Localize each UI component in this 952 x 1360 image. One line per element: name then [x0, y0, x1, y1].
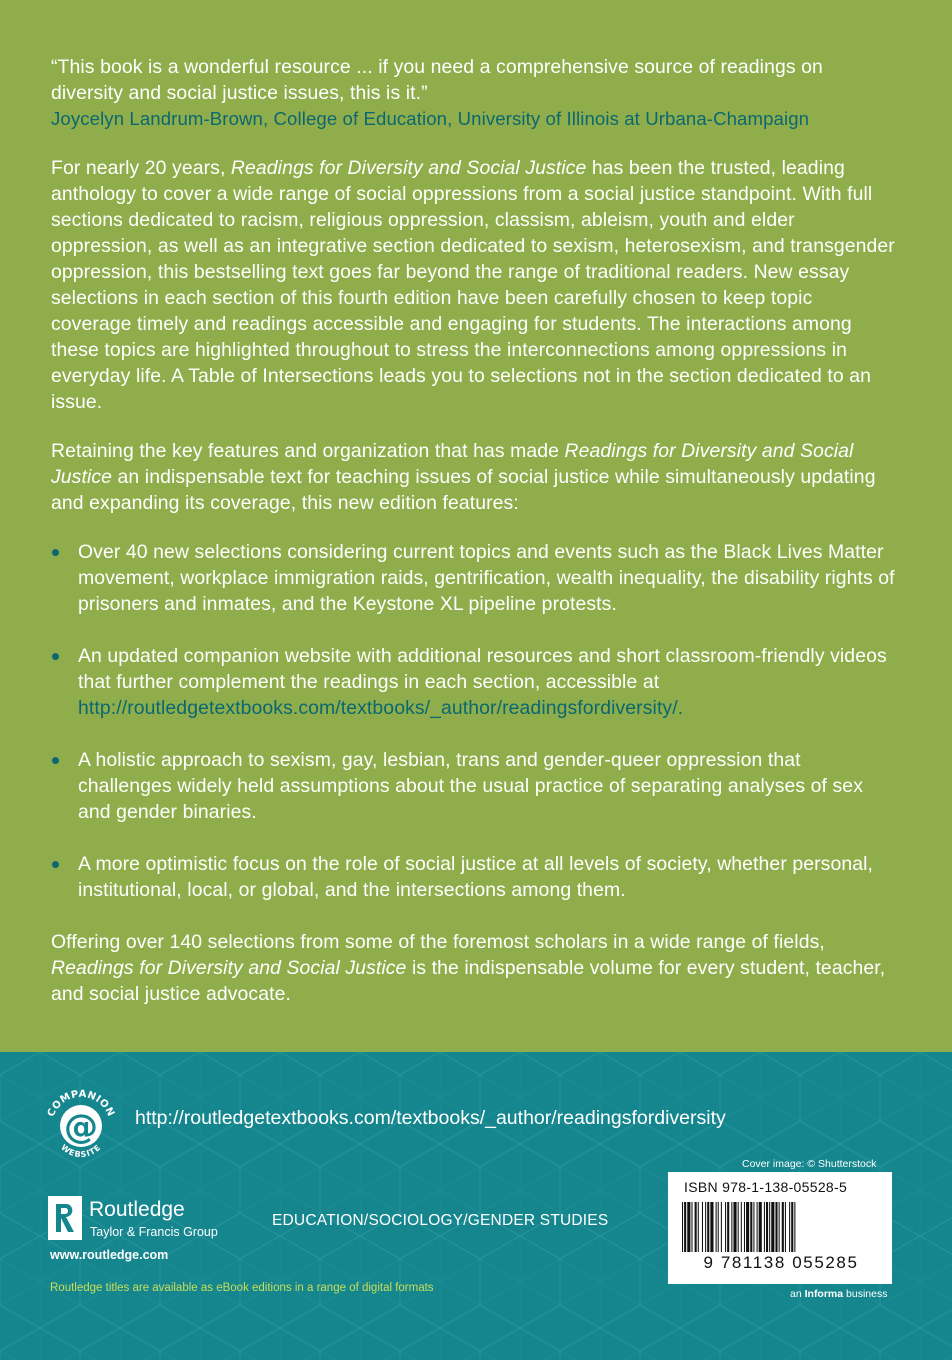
feature-item: An updated companion website with additional resources and short classroom-friendly videos that further complement the readings in each section, accessible at http://routledgetextbooks.com/textbooks/_author/readingsfordiversity/.: [51, 643, 896, 721]
closing-paragraph: Offering over 140 selections from some of the foremost scholars in a wide range of fields, Readings for Diversity and Social Justice is the indispensable volume for every student, teacher, and social justice advocate.: [51, 931, 886, 1005]
informa-tagline: an Informa business: [790, 1288, 888, 1300]
barcode-digits: 9 781138 055285: [703, 1253, 859, 1272]
publisher-group: Taylor & Francis Group: [90, 1225, 218, 1239]
bullet-icon: [52, 653, 59, 660]
features-intro-paragraph: Retaining the key features and organization that has made Readings for Diversity and Social Justice an indispensable text for teaching issues of social justice while simultaneously updating and expanding its coverage, this new edition features:: [51, 440, 876, 514]
feature-list: [51, 539, 896, 903]
book-title: Readings for Diversity and Social Justice: [51, 440, 854, 488]
companion-website-link[interactable]: http://routledgetextbooks.com/textbooks/_author/readingsfordiversity/.: [78, 697, 684, 719]
feature-item: A holistic approach to sexism, gay, lesbian, trans and gender-queer oppression that challenges widely held assumptions about the usual practice of separating analyses of sex and gender binaries.: [51, 747, 896, 825]
intro-paragraph: For nearly 20 years, Readings for Diversity and Social Justice has been the trusted, leading anthology to cover a wide range of social oppressions from a social justice standpoint. With full sections dedicated to racism, religious oppression, classism, ableism, youth and elder oppression, as well as an integrative section dedicated to sexism, heterosexism, and transgender oppression, this bestselling text goes far beyond the range of traditional readers. New essay selections in each section of this fourth edition have been carefully chosen to keep topic coverage timely and readings accessible and engaging for students. The interactions among these topics are highlighted throughout to stress the interconnections among oppressions in everyday life. A Table of Intersections leads you to selections not in the section dedicated to an issue.: [51, 157, 895, 413]
companion-website-url[interactable]: http://routledgetextbooks.com/textbooks/_author/readingsfordiversity: [135, 1107, 726, 1129]
barcode-icon: [678, 1202, 884, 1252]
routledge-logo-icon: [48, 1196, 82, 1240]
svg-text:COMPANION: COMPANION: [45, 1088, 117, 1119]
feature-item: A more optimistic focus on the role of social justice at all levels of society, whether personal, institutional, local, or global, and the intersections among them.: [51, 851, 896, 903]
svg-text:WEBSITE: WEBSITE: [59, 1142, 103, 1160]
isbn-barcode-box: [668, 1172, 892, 1284]
bullet-icon: [52, 757, 59, 764]
publisher-footer-band: [0, 1052, 952, 1360]
publisher-name: Routledge: [89, 1198, 185, 1221]
companion-website-badge-icon: [42, 1086, 120, 1164]
quote-attribution: Joycelyn Landrum-Brown, College of Education, University of Illinois at Urbana-Champaign: [51, 108, 810, 129]
bullet-icon: [52, 549, 59, 556]
quote-text: “This book is a wonderful resource ... if you need a comprehensive source of readings on diversity and social justice issues, this is it.”: [51, 56, 823, 104]
ebook-availability-note: Routledge titles are available as eBook editions in a range of digital formats: [50, 1282, 434, 1294]
feature-item: Over 40 new selections considering current topics and events such as the Black Lives Matter movement, workplace immigration raids, gentrification, wealth inequality, the disability rights of prisoners and inmates, and the Keystone XL pipeline protests.: [51, 539, 896, 617]
isbn-number: ISBN 978-1-138-05528-5: [684, 1179, 848, 1195]
endorsement-quote: [51, 54, 896, 132]
book-title: Readings for Diversity and Social Justice: [51, 957, 407, 979]
svg-text:@: @: [64, 1107, 98, 1147]
blurb-content: [51, 54, 896, 1007]
book-title: Readings for Diversity and Social Justice: [230, 157, 587, 179]
cover-image-credit: Cover image: © Shutterstock: [742, 1158, 877, 1170]
bullet-icon: [52, 861, 59, 868]
subject-category: EDUCATION/SOCIOLOGY/GENDER STUDIES: [272, 1212, 609, 1229]
publisher-website[interactable]: www.routledge.com: [50, 1248, 169, 1262]
